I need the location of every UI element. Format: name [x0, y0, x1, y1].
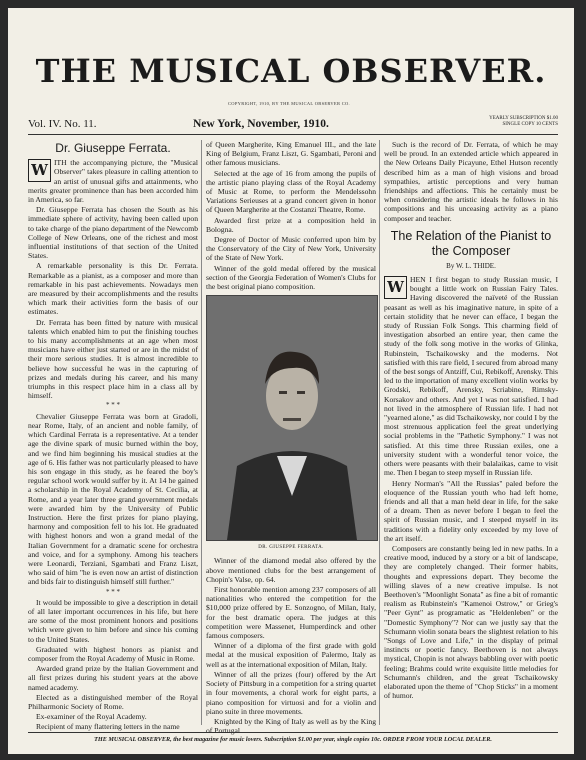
article-paragraph: Winner of all the prizes (four) offered by the Art Society of Pittsburg in a competition for a string quartet in four movements, a choral work for eight parts, a piano composition for virtuosi and for a violin and piano suite in three movements.: [206, 669, 376, 716]
article-paragraph: Chevalier Giuseppe Ferrata was born at Gradoli, near Rome, Italy, of an ancient and noble family, of which Cardinal Ferrata is a representative. At a tender age the divine spark of music burned within the boy, and we find him beginning his musical studies at the age of 6. His father was not particularly pleased to have his son engage in this study, as he feared the boy's regular school work would suffer by it. At 14 he gained a scholarship in the Royal Academy of St. Cecilia, at Rome, and a year later three grand government medals were awarded him by the University of Public Instruction. Here the first prizes for piano playing, harmony and composition fell to his lot. He graduated with highest honors and won a grand medal of the Italian Government for a dramatic scene for orchestra and voice, and for a symphony. Among his teachers were Leonardi, Terziani, Sgambati and Franz Liszt, who said of him "he is even now an artist of distinction and bids fair to distinguish himself still further.": [28, 411, 198, 587]
article-paragraph: Degree of Doctor of Music conferred upon him by the Conservatory of the City of New York, University of the State of New York.: [206, 235, 376, 263]
article-paragraph: Knighted by the King of Italy as well as by the King of Portugal.: [206, 716, 376, 736]
photo-caption: DR. GIUSEPPE FERRATA.: [258, 545, 324, 551]
article-paragraph: A remarkable personality is this Dr. Ferrata. Remarkable as a pianist, as a composer and more than remarkable in his past achievements. Nowadays men are measured by their accomplishments and the results which mark their activities form the basis of our estimates.: [28, 261, 198, 317]
article-paragraph: Composers are constantly being led in new paths. In a creative mood, induced by a story or a bit of landscape, they are completely changed. Their former habits, thoughts and expressions depart. They become the willing slaves of a new creative impulse. Is not Beethoven's "Moonlight Sonata" as fine a bit of romantic realism as Rubinstein's "Kamenoi Ostrow," or Grieg's "Peer Gynt" as programatic as "Heldenleben" or the "Domestic Symphony"? Nor can we justly say that the Schumann violin sonata bears the slightest relation to his "Songs of Love and Life," in the display of primal instincts or poetic fancy. Beethoven is not always mystical, Chopin is not always babbling over with poetic feeling; Brahms could write exquisite little melodies for Schumann's children, and the great Tschaikowsky elaborated upon the theme of "Chop Sticks" in a moment of humor.: [384, 543, 558, 701]
section-break: * * *: [106, 587, 120, 596]
volume-number: Vol. IV. No. 11.: [28, 118, 97, 130]
article-paragraph: Such is the record of Dr. Ferrata, of which he may well be proud. In an extended article which appeared in the New Orleans Daily Picayune, Ethel Hutson recently described him as a man of high visions and broad sympathies, artistic perceptions and very human friendships and affections. This he certainly must be when considering the artistic ideals he follows in his compositions and his unceasing activity as a piano composer and teacher.: [384, 140, 558, 223]
drop-cap: W: [28, 159, 51, 182]
drop-cap: W: [384, 276, 407, 299]
article-paragraph: Graduated with highest honors as pianist and composer from the Royal Academy of Music in Rome.: [28, 644, 198, 663]
article-paragraph: Recipient of many flattering letters in the name: [36, 722, 180, 732]
article-paragraph: First honorable mention among 237 composers of all nationalities who entered the competition for the $10,000 prize offered by E. Sonzogno, of Milan, Italy, for the best dramatic opera. The judges at this competition were Massenet, Humperdinck and other famous composers.: [206, 585, 376, 641]
article-title: The Relation of the Pianist to the Composer: [390, 228, 552, 258]
article-paragraph: Selected at the age of 16 from among the pupils of the artistic piano playing class of the Royal Academy of Music at Rome, to perform the Mendelssohn Variations Serieuses at a grand concert given in honor of Queen Margherite at the Costanzi Theatre, Rome.: [206, 168, 376, 215]
article-paragraph: Henry Norman's "All the Russias" paled before the eloquence of the Russian youth who had left home, friends and all that a man held dear in life, for the sake of a dream. Then as never before I began to feel the spirit of Russian music, and I steeped myself in its traditions with a fidelity only exceeded by my love of the art itself.: [384, 478, 558, 543]
single-copy-price: SINGLE COPY 10 CENTS: [502, 122, 558, 127]
article-title: Dr. Giuseppe Ferrata.: [55, 141, 171, 155]
portrait-photo: [206, 295, 378, 541]
column-divider: [379, 140, 380, 725]
masthead-title: THE MUSICAL OBSERVER.: [35, 52, 547, 90]
article-byline: By W. L. THIDE.: [446, 261, 496, 270]
article-paragraph: Winner of the gold medal offered by the musical section of the Georgia Federation of Women's Clubs for the best original piano composition.: [206, 263, 376, 292]
column-1: [28, 140, 198, 733]
article-paragraph: Winner of a diploma of the first grade with gold medal at the musical exposition of Palermo, Italy as well as at the international exposition of Milan, Italy.: [206, 641, 376, 669]
article-paragraph: Awarded grand prize by the Italian Government and all first prizes during his student years at the above named academy.: [28, 664, 198, 692]
article-paragraph: W HEN I first began to study Russian music, I bought a little work on Russian Fairy Tales. Having discovered the naïveté of the Russian peasant as well as his imaginative nature, in spite of a certain stolidity that he never can efface, I began the study of Russian Folk Songs. This charming field of investigation absorbed an entire year, then came the study of the folk song motive in the works of Glinka, Rubinstein, Tschaikowsky and the moderns. Not satisfied with this rare field, I secured from abroad many of the best songs of Antziff, Cui, Rebikoff, Arensky. This led to the importation of many excellent violin works by Grodski, Rebikoff, Arensky, Scriabine, Rimsky-Korsakov and others. And yet I was not satisfied. I had not lived in the atmosphere of Russian life. I had not "yearned alone," as did Tschaikowsky, nor could I by the most strenuous application feel the great underlying social problems in the "Pathetic Symphony." I was not satisfied. At this time three Russian exiles, one a university student with a wonderful tenor voice, the others were peasants with their balalaikas, came to visit me. Then I began to steep myself in Russian life.: [384, 275, 558, 478]
article-paragraph: W ITH the accompanying picture, the "Musical Observer" takes pleasure in calling attention to an artist of unusual gifts and attainments, who merits greater prominence than has been accorded him in America, so far.: [28, 158, 198, 205]
yearly-subscription: YEARLY SUBSCRIPTION $1.00: [489, 116, 558, 121]
article-paragraph: Elected as a distinguished member of the Royal Philharmonic Society of Rome.: [28, 692, 198, 711]
page-footer: THE MUSICAL OBSERVER, the best magazine for music lovers. Subscription $1.00 per year, single copies 10c. ORDER FROM YOUR LOCAL DEALER.: [28, 732, 558, 743]
issue-date: New York, November, 1910.: [193, 118, 329, 130]
article-paragraph: Awarded first prize at a composition held in Bologna.: [206, 215, 376, 234]
issue-info-bar: [28, 114, 558, 135]
article-paragraph: It would be impossible to give a description in detail of all later important occurrences in his life, but here are some of the most prominent honors and positions which were given to him before and since his coming to the United States.: [28, 597, 198, 644]
section-break: * * *: [106, 401, 120, 410]
article-paragraph: Dr. Ferrata has been fitted by nature with musical talents which enabled him to put the finishing touches to his many accomplishments at an age when most musicians have either just started or are in the midst of their more serious studies. It is almost incredible to believe how successful he was in the capturing of prizes and medals during his career, and his many triumphs in this respect place him in a class all by himself.: [28, 317, 198, 401]
column-3: [384, 140, 558, 701]
article-paragraph: Winner of the diamond medal also offered by the above mentioned clubs for the best arrangement of Chopin's Valse, op. 64.: [206, 556, 376, 584]
magazine-page: [8, 8, 574, 754]
column-2: [206, 140, 376, 736]
subscription-info: [489, 116, 558, 128]
copyright-notice: COPYRIGHT, 1910, BY THE MUSICAL OBSERVER CO.: [228, 101, 350, 106]
article-paragraph: of Queen Margherite, King Emanuel III., and the late King of Belgium, Franz Liszt, G. Sgambati, Peroni and other famous musicians.: [206, 140, 376, 168]
portrait-illustration: [207, 296, 377, 540]
article-paragraph: Dr. Giuseppe Ferrata has chosen the South as his immediate sphere of activity, having been called upon to take charge of the piano department of the Newcomb College of New Orleans, one of the richest and most influential institutions of that section of the United States.: [28, 205, 198, 261]
article-paragraph: Ex-examiner of the Royal Academy.: [36, 712, 147, 722]
column-divider: [201, 140, 202, 725]
